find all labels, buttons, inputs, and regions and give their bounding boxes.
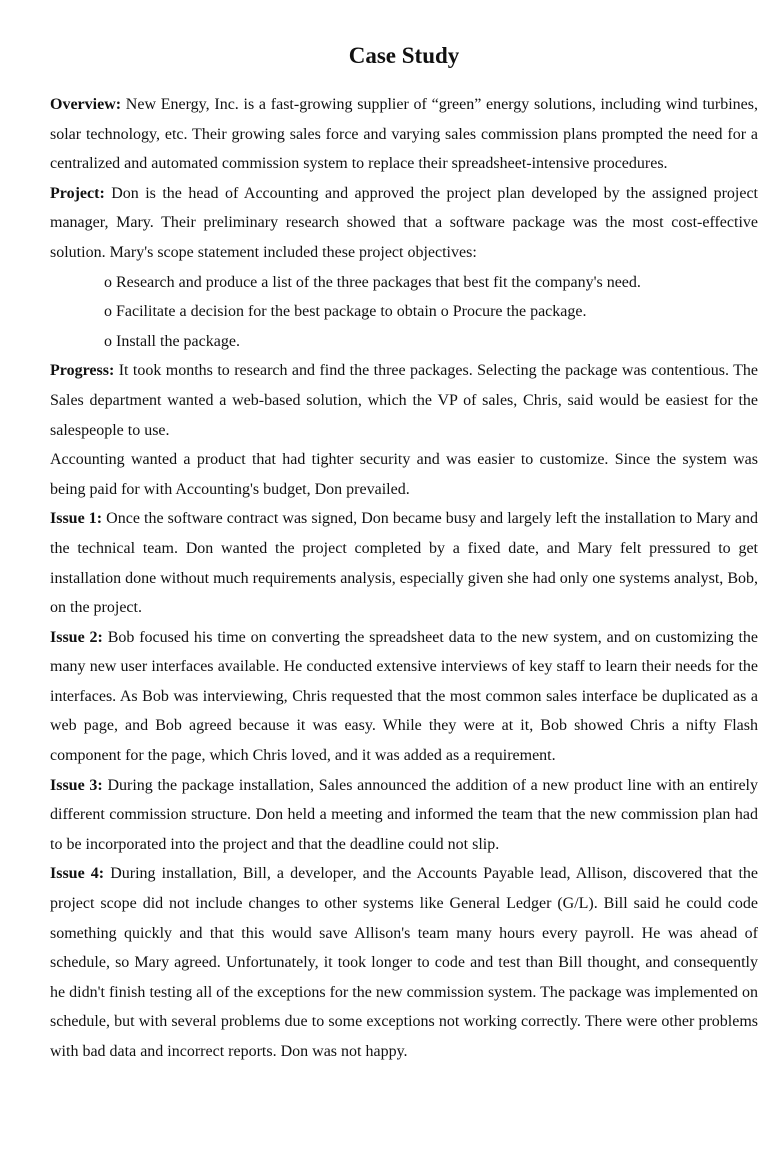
issue4-label: Issue 4:	[50, 865, 105, 883]
issue2-label: Issue 2:	[50, 628, 103, 646]
overview-label: Overview:	[50, 96, 122, 113]
issue4-text: During installation, Bill, a developer, and the Accounts Payable lead, Allison, discovered that the project scope did not include changes to other systems like General Ledger (G/L). Bill said he could code something quickly and that this would save Allison's team many hours every payroll. He was ahead of schedule, so Mary agreed. Unfortunately, it took longer to code and test than Bill thought, and consequently he didn't finish testing all of the exceptions for the new commission system. The package was implemented on schedule, but with several problems due to some exceptions not working correctly. There were other problems with bad data and incorrect reports. Don was not happy.	[50, 865, 758, 1060]
progress-text: It took months to research and find the three packages. Selecting the package was contentious. The Sales department wanted a web-based solution, which the VP of sales, Chris, said would be easiest for the salespeople to use.	[50, 362, 758, 439]
project-paragraph	[50, 179, 758, 268]
page-title: Case Study	[348, 43, 460, 68]
project-label: Project:	[50, 184, 105, 202]
issue3-text: During the package installation, Sales announced the addition of a new product line with an entirely different commission structure. Don held a meeting and informed the team that the new commission plan had to be incorporated into the project and that the deadline could not slip.	[50, 776, 759, 853]
issue1-paragraph	[50, 504, 758, 622]
issue3-label: Issue 3:	[50, 776, 103, 794]
objective-item: o Install the package.	[104, 332, 240, 350]
issue4-paragraph	[50, 859, 758, 1066]
issue1-text: Once the software contract was signed, Don became busy and largely left the installation to Mary and the technical team. Don wanted the project completed by a fixed date, and Mary felt pressured to get installation done without much requirements analysis, especially given she had only one systems analyst, Bob, on the project.	[50, 510, 759, 617]
objective-item: o Facilitate a decision for the best package to obtain o Procure the package.	[104, 303, 587, 321]
overview-text: New Energy, Inc. is a fast-growing supplier of “green” energy solutions, including wind turbines, solar technology, etc. Their growing sales force and varying sales commission plans prompted the need for a centralized and automated commission system to replace their spreadsheet-intensive procedures.	[50, 96, 758, 173]
project-text: Don is the head of Accounting and approved the project plan developed by the assigned project manager, Mary. Their preliminary research showed that a software package was the most cost-effective solution. Mary's scope statement included these project objectives:	[50, 184, 758, 261]
progress-label: Progress:	[50, 362, 115, 380]
issue2-paragraph	[50, 623, 758, 771]
accounting-paragraph: Accounting wanted a product that had tighter security and was easier to customize. Since the system was being paid for with Accounting's budget, Don prevailed.	[50, 451, 758, 498]
issue2-text: Bob focused his time on converting the spreadsheet data to the new system, and on customizing the many new user interfaces available. He conducted extensive interviews of key staff to learn their needs for the interfaces. As Bob was interviewing, Chris requested that the most common sales interface be duplicated as a web page, and Bob agreed because it was easy. While they were at it, Bob showed Chris a nifty Flash component for the page, which Chris loved, and it was added as a requirement.	[50, 628, 758, 765]
objective-item: o Research and produce a list of the three packages that best fit the company's need.	[104, 273, 641, 291]
progress-paragraph	[50, 356, 758, 445]
issue1-label: Issue 1:	[50, 510, 103, 528]
issue3-paragraph	[50, 771, 758, 860]
overview-paragraph	[50, 90, 758, 179]
